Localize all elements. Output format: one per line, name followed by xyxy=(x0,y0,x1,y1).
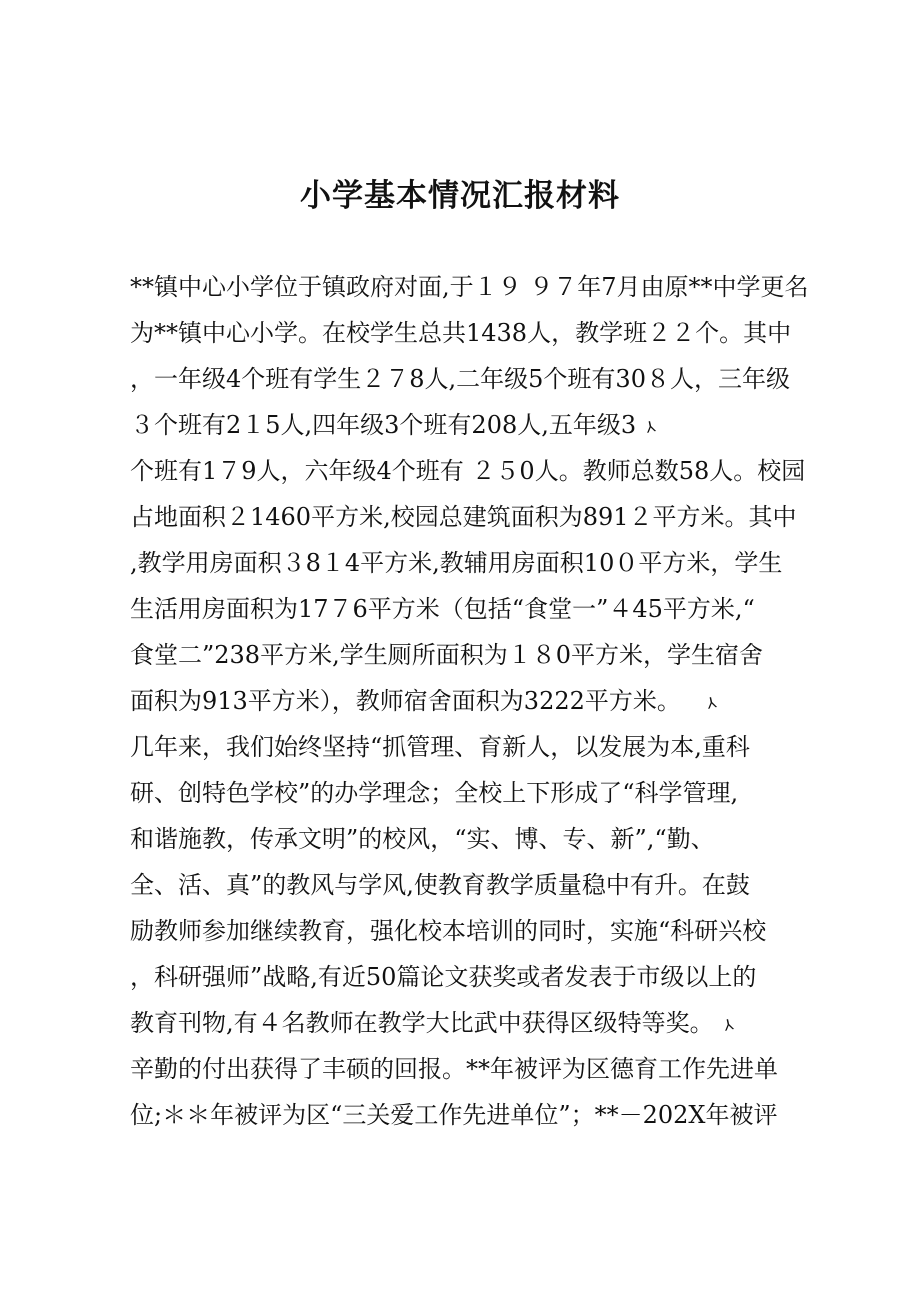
text-line: 生活用房面积为17７6平方米（包括“食堂一”４45平方米,“ xyxy=(130,595,755,623)
paragraph-mark-icon: ⅄ xyxy=(644,416,658,437)
text-line: 个班有1７9人，六年级4个班有 ２５0人。教师总数58人。校园 xyxy=(130,457,806,485)
text-line: ，一年级4个班有学生２７8人,二年级5个班有30８人，三年级 xyxy=(130,365,790,393)
document-title: 小学基本情况汇报材料 xyxy=(300,178,620,214)
text-line: 研、创特色学校”的办学理念；全校上下形成了“科学管理, xyxy=(130,779,739,807)
text-line: 几年来，我们始终坚持“抓管理、育新人，以发展为本,重科 xyxy=(130,733,750,761)
text-line: ,教学用房面积３8１4平方米,教辅用房面积10０平方米，学生 xyxy=(130,549,783,577)
text-line: ３个班有2１5人,四年级3个班有208人,五年级3 ⅄ xyxy=(130,402,810,448)
text-line: 辛勤的付出获得了丰硕的回报。**年被评为区德育工作先进单 xyxy=(130,1055,778,1083)
paragraph-mark-icon: ⅄ xyxy=(705,692,718,713)
text-line: 食堂二”238平方米,学生厕所面积为１８0平方米，学生宿舍 xyxy=(130,641,763,669)
paragraph-mark-icon: ⅄ xyxy=(721,1014,735,1035)
text-line: **镇中心小学位于镇政府对面,于１９ ９７年7月由原**中学更名 xyxy=(130,273,809,301)
text-line: 面积为913平方米），教师宿舍面积为3222平方米。 ⅄ xyxy=(130,678,810,724)
text-line: 占地面积２1460平方米,校园总建筑面积为891２平方米。其中 xyxy=(130,503,797,531)
text-line: 教育刊物,有４名教师在教学大比武中获得区级特等奖。 ⅄ xyxy=(130,1000,810,1046)
text-line: 为**镇中心小学。在校学生总共1438人，教学班２２个。其中 xyxy=(130,319,792,347)
text-line: 和谐施教，传承文明”的校风，“实、博、专、新”,“勤、 xyxy=(130,825,715,853)
document-body xyxy=(130,264,810,1138)
text-line: ，科研强师”战略,有近50篇论文获奖或者发表于市级以上的 xyxy=(130,963,757,991)
text-line: 全、活、真”的教风与学风,使教育教学质量稳中有升。在鼓 xyxy=(130,871,750,899)
text-line: 励教师参加继续教育，强化校本培训的同时，实施“科研兴校 xyxy=(130,917,767,945)
text-line: 位;＊＊年被评为区“三关爱工作先进单位”；**－202X年被评 xyxy=(130,1101,778,1129)
